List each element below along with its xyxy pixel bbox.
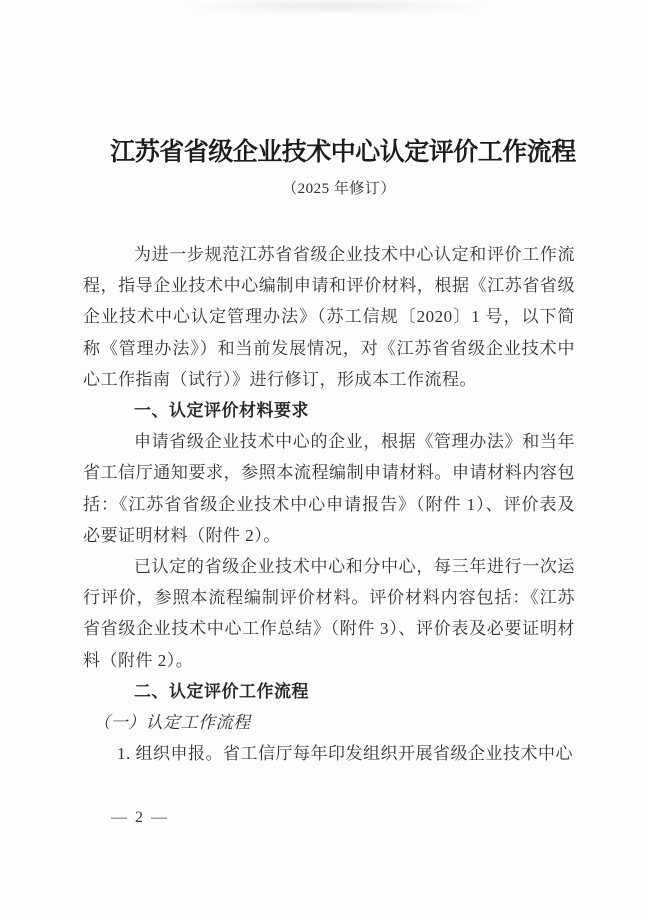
- document-subtitle: （2025 年修订）: [282, 181, 396, 197]
- numbered-item-organize-application: 1. 组织申报。省工信厅每年印发组织开展省级企业技术中心: [117, 744, 573, 764]
- subsection-heading-recognition-process: （一）认定工作流程: [93, 713, 251, 733]
- application-materials-paragraph: 申请省级企业技术中心的企业，根据《管理办法》和当年省工信厅通知要求，参照本流程编制申请材料。申请材料内容包括：《江苏省省级企业技术中心申请报告》（附件 1）、评价表及必要证明材料（附件 2）。: [83, 432, 575, 545]
- document-title: 江苏省省级企业技术中心认定评价工作流程: [110, 139, 576, 166]
- page-number: — 2 —: [111, 809, 169, 826]
- evaluation-materials-paragraph: 已认定的省级企业技术中心和分中心，每三年进行一次运行评价，参照本流程编制评价材料。评价材料内容包括：《江苏省省级企业技术中心工作总结》（附件 3）、评价表及必要证明材料（附件 2）。: [83, 557, 575, 670]
- section-heading-work-process: 二、认定评价工作流程: [134, 681, 309, 701]
- intro-paragraph: 为进一步规范江苏省省级企业技术中心认定和评价工作流程，指导企业技术中心编制申请和评价材料，根据《江苏省省级企业技术中心认定管理办法》（苏工信规〔2020〕1 号，以下简称《管理办法》）和当前发展情况，对《江苏省省级企业技术中心工作指南（试行）》进行修订，形成本工作流程。: [83, 245, 575, 389]
- section-heading-materials-requirements: 一、认定评价材料要求: [134, 401, 309, 421]
- document-body: [83, 239, 575, 769]
